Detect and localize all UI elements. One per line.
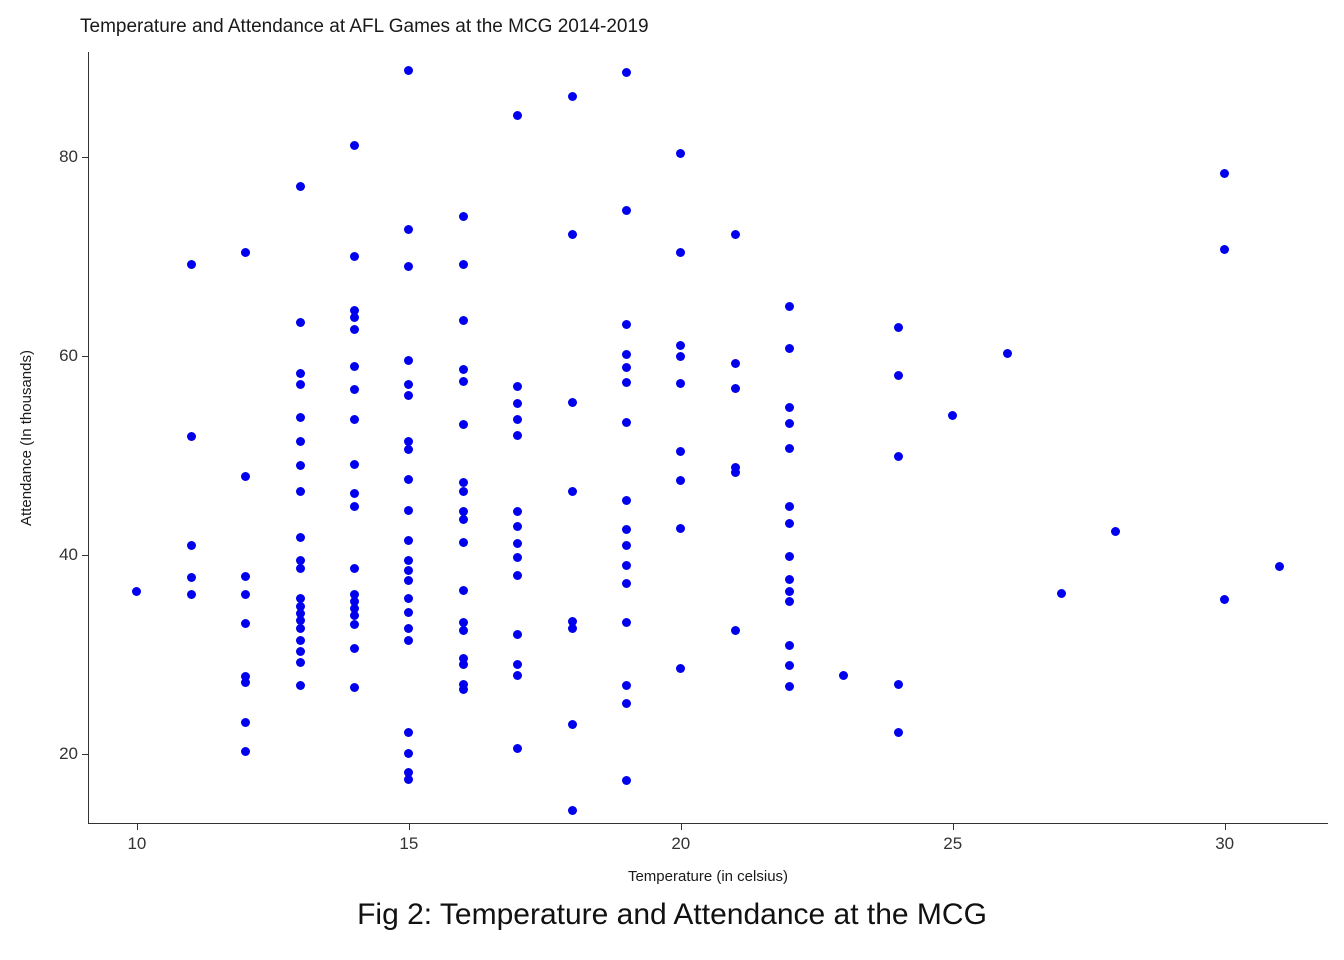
scatter-point [839, 671, 848, 680]
x-axis-tick [1225, 824, 1226, 830]
scatter-point [894, 371, 903, 380]
scatter-point [568, 806, 577, 815]
x-axis-tick-label: 30 [1215, 834, 1235, 853]
scatter-point [785, 344, 794, 353]
scatter-point [350, 313, 359, 322]
scatter-point [513, 553, 522, 562]
scatter-point [296, 564, 305, 573]
scatter-point [350, 415, 359, 424]
scatter-point [459, 515, 468, 524]
scatter-point [350, 141, 359, 150]
scatter-point [1220, 169, 1229, 178]
scatter-point [296, 380, 305, 389]
scatter-point [513, 539, 522, 548]
scatter-point [350, 502, 359, 511]
scatter-point [296, 413, 305, 422]
scatter-point [404, 636, 413, 645]
y-axis-tick-label: 80 [59, 146, 78, 166]
scatter-point [513, 630, 522, 639]
scatter-point [513, 382, 522, 391]
scatter-point [622, 378, 631, 387]
scatter-point [568, 487, 577, 496]
scatter-point [404, 608, 413, 617]
scatter-point [622, 541, 631, 550]
scatter-point [350, 620, 359, 629]
scatter-point [894, 452, 903, 461]
scatter-point [296, 636, 305, 645]
scatter-point [894, 680, 903, 689]
scatter-point [241, 472, 250, 481]
scatter-point [622, 206, 631, 215]
scatter-point [622, 320, 631, 329]
scatter-point [350, 489, 359, 498]
scatter-point [785, 419, 794, 428]
scatter-point [676, 524, 685, 533]
scatter-point [350, 564, 359, 573]
scatter-point [1275, 562, 1284, 571]
y-axis-tick [82, 157, 88, 158]
scatter-point [622, 363, 631, 372]
scatter-point [296, 647, 305, 656]
scatter-point [350, 611, 359, 620]
scatter-point [676, 664, 685, 673]
x-axis-tick-label: 15 [399, 834, 419, 853]
scatter-point [513, 415, 522, 424]
scatter-point [622, 681, 631, 690]
scatter-point [187, 573, 196, 582]
scatter-point [296, 182, 305, 191]
scatter-point [731, 230, 740, 239]
scatter-point [241, 248, 250, 257]
scatter-point [241, 718, 250, 727]
scatter-point [241, 590, 250, 599]
scatter-point [404, 225, 413, 234]
x-axis-tick [953, 824, 954, 830]
scatter-point [785, 597, 794, 606]
scatter-point [187, 260, 196, 269]
scatter-point [350, 644, 359, 653]
x-axis-tick [409, 824, 410, 830]
y-axis-tick [82, 555, 88, 556]
scatter-point [459, 212, 468, 221]
scatter-point [350, 252, 359, 261]
scatter-point [1111, 527, 1120, 536]
scatter-point [350, 362, 359, 371]
scatter-point [785, 403, 794, 412]
x-axis-tick [681, 824, 682, 830]
scatter-point [404, 749, 413, 758]
scatter-point [785, 444, 794, 453]
scatter-point [404, 391, 413, 400]
scatter-point [350, 325, 359, 334]
scatter-point [404, 356, 413, 365]
scatter-point [459, 626, 468, 635]
chart-title: Temperature and Attendance at AFL Games at the MCG 2014-2019 [80, 16, 649, 37]
scatter-point [894, 323, 903, 332]
y-axis-line [88, 52, 89, 824]
scatter-point [622, 579, 631, 588]
scatter-point [785, 519, 794, 528]
scatter-point [731, 359, 740, 368]
scatter-point [622, 418, 631, 427]
scatter-point [404, 624, 413, 633]
scatter-point [404, 475, 413, 484]
scatter-point [459, 538, 468, 547]
y-axis-label-container [18, 52, 44, 824]
scatter-point [404, 556, 413, 565]
scatter-point [187, 432, 196, 441]
scatter-point [785, 661, 794, 670]
scatter-point [513, 431, 522, 440]
scatter-point [404, 536, 413, 545]
scatter-point [404, 380, 413, 389]
scatter-point [1057, 589, 1066, 598]
scatter-point [132, 587, 141, 596]
x-axis-tick [137, 824, 138, 830]
scatter-point [676, 447, 685, 456]
scatter-point [568, 92, 577, 101]
scatter-point [459, 685, 468, 694]
scatter-point [731, 626, 740, 635]
scatter-point [296, 533, 305, 542]
scatter-point [404, 728, 413, 737]
scatter-point [404, 66, 413, 75]
scatter-point [459, 487, 468, 496]
scatter-point [568, 398, 577, 407]
scatter-point [459, 660, 468, 669]
scatter-point [296, 461, 305, 470]
scatter-point [296, 487, 305, 496]
scatter-point [296, 658, 305, 667]
scatter-point [459, 377, 468, 386]
x-axis-label: Temperature (in celsius) [627, 868, 789, 885]
scatter-point [404, 594, 413, 603]
scatter-point [404, 566, 413, 575]
scatter-point [296, 556, 305, 565]
x-axis-tick-label: 20 [671, 834, 691, 853]
scatter-point [513, 507, 522, 516]
plot-frame [59, 52, 1328, 853]
scatter-point [785, 587, 794, 596]
scatter-point [350, 385, 359, 394]
scatter-point [622, 561, 631, 570]
scatter-point [622, 350, 631, 359]
scatter-point [513, 522, 522, 531]
scatter-point [296, 437, 305, 446]
scatter-point [568, 230, 577, 239]
scatter-point [676, 352, 685, 361]
scatter-point [1220, 245, 1229, 254]
scatter-point [622, 496, 631, 505]
scatter-point [785, 575, 794, 584]
scatter-point [785, 302, 794, 311]
scatter-point [404, 576, 413, 585]
scatter-point [622, 68, 631, 77]
scatter-point [187, 590, 196, 599]
scatter-point [785, 641, 794, 650]
scatter-point [676, 149, 685, 158]
scatter-point [622, 618, 631, 627]
scatter-point [676, 341, 685, 350]
scatter-plot-area [88, 52, 1328, 824]
scatter-point [296, 624, 305, 633]
scatter-point [568, 624, 577, 633]
scatter-point [459, 420, 468, 429]
scatter-point [241, 619, 250, 628]
scatter-point [296, 318, 305, 327]
scatter-point [513, 660, 522, 669]
scatter-point [187, 541, 196, 550]
scatter-point [513, 399, 522, 408]
scatter-point [296, 681, 305, 690]
scatter-point [676, 248, 685, 257]
scatter-point [948, 411, 957, 420]
y-axis-tick-label: 20 [59, 744, 78, 764]
scatter-point [785, 502, 794, 511]
x-axis-line [88, 823, 1328, 824]
scatter-point [513, 671, 522, 680]
y-axis-tick [82, 356, 88, 357]
y-axis-tick-label: 60 [59, 345, 78, 365]
scatter-point [459, 586, 468, 595]
y-axis-label: Attendance (In thousands) [18, 350, 35, 526]
scatter-point [404, 262, 413, 271]
scatter-point [731, 384, 740, 393]
scatter-point [296, 369, 305, 378]
scatter-point [731, 468, 740, 477]
scatter-point [568, 720, 577, 729]
x-axis-tick-label: 25 [943, 834, 963, 853]
scatter-point [785, 552, 794, 561]
scatter-point [241, 678, 250, 687]
scatter-point [404, 445, 413, 454]
scatter-point [350, 683, 359, 692]
scatter-point [513, 111, 522, 120]
scatter-point [1220, 595, 1229, 604]
scatter-point [622, 699, 631, 708]
scatter-point [513, 744, 522, 753]
scatter-point [404, 775, 413, 784]
scatter-point [622, 776, 631, 785]
x-axis-tick-label: 10 [127, 834, 147, 853]
scatter-point [785, 682, 794, 691]
scatter-point [676, 379, 685, 388]
y-axis-tick-label: 40 [59, 545, 78, 565]
scatter-point [459, 478, 468, 487]
scatter-point [622, 525, 631, 534]
scatter-point [459, 365, 468, 374]
scatter-point [894, 728, 903, 737]
scatter-point [404, 506, 413, 515]
figure-caption: Fig 2: Temperature and Attendance at the MCG [357, 898, 987, 931]
scatter-point [241, 572, 250, 581]
scatter-point [676, 476, 685, 485]
scatter-point [459, 316, 468, 325]
scatter-point [459, 260, 468, 269]
scatter-point [241, 747, 250, 756]
scatter-point [1003, 349, 1012, 358]
y-axis-tick [82, 754, 88, 755]
scatter-point [513, 571, 522, 580]
scatter-point [350, 460, 359, 469]
